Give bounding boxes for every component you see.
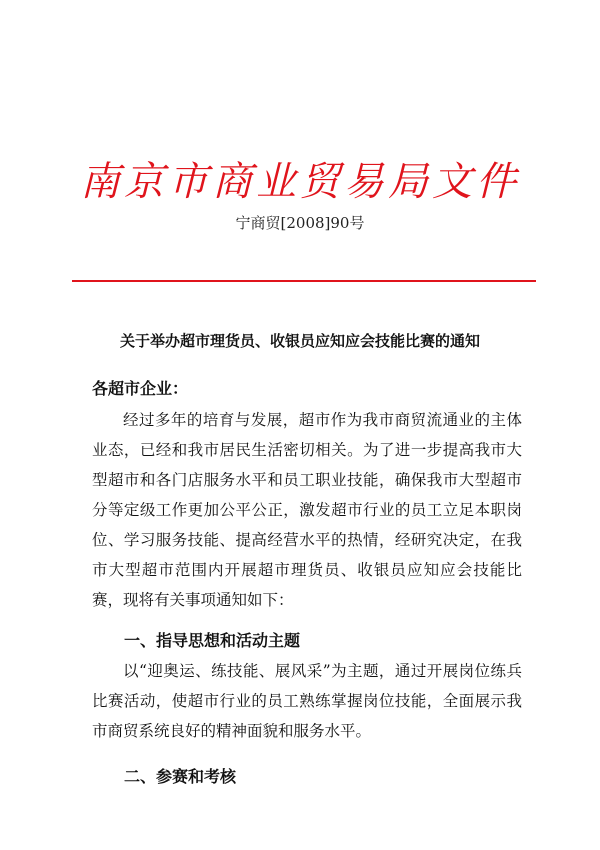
section-1-paragraph: 以“迎奥运、练技能、展风采”为主题，通过开展岗位练兵比赛活动，使超市行业的员工熟练掌握岗位技能，全面展示我市商贸系统良好的精神面貌和服务水平。 — [92, 662, 522, 740]
salutation: 各超市企业： — [92, 379, 189, 398]
intro-paragraph: 经过多年的培育与发展，超市作为我市商贸流通业的主体业态，已经和我市居民生活密切相关。为了进一步提高我市大型超市和各门店服务水平和员工职业技能，确保我市大型超市分等定级工作更加公平公正，激发超市行业的员工立足本职岗位、学习服务技能、提高经营水平的热情，经研究决定，在我市大型超市范围内开展超市理货员、收银员应知应会技能比赛，现将有关事项通知如下： — [92, 411, 522, 609]
notice-title: 关于举办超市理货员、收银员应知应会技能比赛的通知 — [119, 332, 480, 350]
agency-masthead-title: 南京市商业贸易局文件 — [80, 159, 520, 205]
section-1-heading: 一、指导思想和活动主题 — [124, 631, 301, 650]
document-number: 宁商贸[2008]90号 — [235, 214, 365, 232]
section-2-heading: 二、参赛和考核 — [124, 767, 237, 786]
red-divider-line — [72, 280, 536, 282]
